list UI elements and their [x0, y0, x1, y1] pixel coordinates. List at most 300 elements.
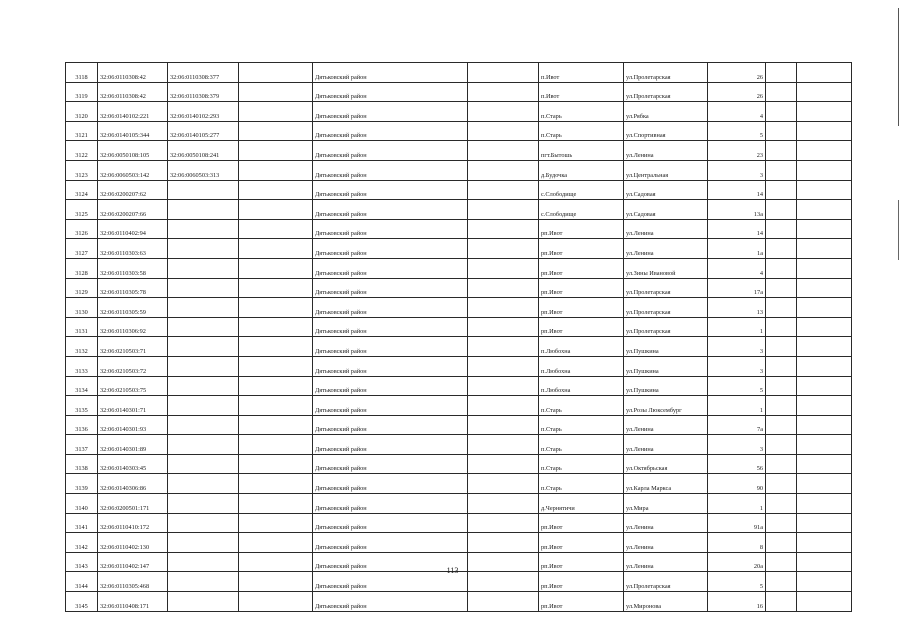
cell-empty	[468, 396, 539, 416]
cell-empty	[468, 454, 539, 474]
cell-empty	[797, 121, 852, 141]
cell-cadastral-number-2	[168, 317, 239, 337]
cell-empty	[766, 239, 797, 259]
cell-street: ул.Зины Ивановой	[624, 258, 708, 278]
cell-cadastral-number: 32:06:0110305:59	[98, 298, 168, 318]
cell-house: 7а	[708, 415, 766, 435]
cell-cadastral-number: 32:06:0140301:71	[98, 396, 168, 416]
cell-empty	[239, 513, 313, 533]
cell-district: Дятьковский район	[313, 592, 468, 612]
cell-empty	[468, 317, 539, 337]
cell-empty	[239, 258, 313, 278]
cell-cadastral-number: 32:06:0140301:93	[98, 415, 168, 435]
cell-empty	[797, 239, 852, 259]
cell-number: 3132	[66, 337, 98, 357]
cell-empty	[797, 533, 852, 553]
cell-number: 3142	[66, 533, 98, 553]
cell-empty	[239, 415, 313, 435]
cell-district: Дятьковский район	[313, 513, 468, 533]
cell-empty	[797, 513, 852, 533]
table-row	[66, 239, 852, 259]
cell-empty	[797, 160, 852, 180]
cell-cadastral-number-2: 32:06:0060503:313	[168, 160, 239, 180]
cell-empty	[468, 435, 539, 455]
cell-street: ул.Октябрьская	[624, 454, 708, 474]
cell-cadastral-number: 32:06:0200207:62	[98, 180, 168, 200]
cell-locality: рп.Ивот	[539, 572, 624, 592]
cell-district: Дятьковский район	[313, 200, 468, 220]
cell-cadastral-number: 32:06:0200501:171	[98, 494, 168, 514]
cell-empty	[239, 396, 313, 416]
table-row	[66, 63, 852, 83]
cell-number: 3136	[66, 415, 98, 435]
scan-edge-mark	[898, 8, 899, 126]
cell-empty	[468, 298, 539, 318]
cell-house: 3	[708, 337, 766, 357]
cell-street: ул.Ленина	[624, 435, 708, 455]
cell-locality: рп.Ивот	[539, 513, 624, 533]
cell-locality: п.Ивот	[539, 63, 624, 83]
cell-empty	[239, 337, 313, 357]
table-row	[66, 121, 852, 141]
cell-locality: рп.Ивот	[539, 298, 624, 318]
cell-empty	[468, 356, 539, 376]
cell-locality: рп.Ивот	[539, 239, 624, 259]
cell-cadastral-number: 32:06:0140102:221	[98, 102, 168, 122]
cell-number: 3133	[66, 356, 98, 376]
cell-empty	[797, 258, 852, 278]
cell-street: ул.Спортивная	[624, 121, 708, 141]
cell-number: 3143	[66, 552, 98, 572]
cell-empty	[239, 102, 313, 122]
cell-street: ул.Ленина	[624, 513, 708, 533]
cell-empty	[797, 298, 852, 318]
cell-district: Дятьковский район	[313, 317, 468, 337]
cell-empty	[797, 415, 852, 435]
cell-empty	[468, 415, 539, 435]
cell-number: 3129	[66, 278, 98, 298]
cell-house: 56	[708, 454, 766, 474]
cell-cadastral-number: 32:06:0110408:171	[98, 592, 168, 612]
cell-cadastral-number-2	[168, 592, 239, 612]
cell-street: ул.Пролетарская	[624, 317, 708, 337]
cell-cadastral-number-2	[168, 258, 239, 278]
cell-cadastral-number-2	[168, 278, 239, 298]
cell-empty	[797, 396, 852, 416]
cell-empty	[468, 376, 539, 396]
cell-empty	[239, 160, 313, 180]
cell-empty	[468, 219, 539, 239]
cell-locality: д.Чернятичи	[539, 494, 624, 514]
cell-empty	[239, 141, 313, 161]
cell-cadastral-number-2	[168, 494, 239, 514]
cell-house: 14	[708, 180, 766, 200]
cell-empty	[766, 513, 797, 533]
cell-locality: п.Любохна	[539, 376, 624, 396]
cell-empty	[766, 317, 797, 337]
cell-district: Дятьковский район	[313, 552, 468, 572]
cell-empty	[766, 337, 797, 357]
cell-cadastral-number: 32:06:0210503:71	[98, 337, 168, 357]
cell-empty	[797, 200, 852, 220]
cell-empty	[468, 160, 539, 180]
cell-district: Дятьковский район	[313, 160, 468, 180]
cell-empty	[797, 435, 852, 455]
cell-house: 16	[708, 592, 766, 612]
cell-cadastral-number: 32:06:0210503:75	[98, 376, 168, 396]
cell-cadastral-number: 32:06:0140303:45	[98, 454, 168, 474]
cell-street: ул.Миронова	[624, 592, 708, 612]
cell-number: 3125	[66, 200, 98, 220]
cell-cadastral-number-2	[168, 337, 239, 357]
cell-locality: рп.Ивот	[539, 533, 624, 553]
cell-cadastral-number: 32:06:0110402:94	[98, 219, 168, 239]
cell-locality: рп.Ивот	[539, 278, 624, 298]
cell-cadastral-number: 32:06:0210503:72	[98, 356, 168, 376]
cell-locality: рп.Ивот	[539, 317, 624, 337]
cell-empty	[797, 474, 852, 494]
cell-cadastral-number: 32:06:0110402:130	[98, 533, 168, 553]
table-row	[66, 494, 852, 514]
cell-empty	[239, 121, 313, 141]
cell-house: 90	[708, 474, 766, 494]
cell-empty	[797, 356, 852, 376]
cell-street: ул.Ленина	[624, 415, 708, 435]
cell-number: 3122	[66, 141, 98, 161]
cell-empty	[797, 180, 852, 200]
table-row	[66, 474, 852, 494]
cell-locality: п.Старь	[539, 435, 624, 455]
cell-cadastral-number-2	[168, 219, 239, 239]
cell-empty	[468, 200, 539, 220]
cell-house: 5	[708, 121, 766, 141]
cell-street: ул.Пушкина	[624, 356, 708, 376]
cell-empty	[766, 592, 797, 612]
cell-district: Дятьковский район	[313, 63, 468, 83]
cell-empty	[239, 200, 313, 220]
table-row	[66, 200, 852, 220]
cell-street: ул.Розы Люксембург	[624, 396, 708, 416]
cell-number: 3134	[66, 376, 98, 396]
cell-house: 1	[708, 317, 766, 337]
cell-cadastral-number: 32:06:0140105:344	[98, 121, 168, 141]
cell-district: Дятьковский район	[313, 141, 468, 161]
table-row	[66, 454, 852, 474]
cell-cadastral-number: 32:06:0110305:78	[98, 278, 168, 298]
cell-number: 3138	[66, 454, 98, 474]
cell-empty	[239, 180, 313, 200]
table-row	[66, 141, 852, 161]
cell-number: 3127	[66, 239, 98, 259]
cell-locality: п.Старь	[539, 121, 624, 141]
table-row	[66, 337, 852, 357]
cell-district: Дятьковский район	[313, 121, 468, 141]
cell-cadastral-number-2	[168, 298, 239, 318]
table-row	[66, 513, 852, 533]
cell-locality: п.Старь	[539, 454, 624, 474]
cell-locality: рп.Ивот	[539, 258, 624, 278]
cell-number: 3126	[66, 219, 98, 239]
cell-street: ул.Садовая	[624, 200, 708, 220]
cell-locality: п.Старь	[539, 415, 624, 435]
cell-number: 3131	[66, 317, 98, 337]
cell-cadastral-number-2	[168, 454, 239, 474]
cell-empty	[766, 435, 797, 455]
cell-house: 8	[708, 533, 766, 553]
cell-number: 3128	[66, 258, 98, 278]
cell-empty	[468, 258, 539, 278]
cell-cadastral-number: 32:06:0140306:86	[98, 474, 168, 494]
cell-number: 3144	[66, 572, 98, 592]
cell-empty	[239, 63, 313, 83]
cell-empty	[239, 317, 313, 337]
cell-house: 13	[708, 298, 766, 318]
table-row	[66, 258, 852, 278]
cell-cadastral-number-2	[168, 376, 239, 396]
cell-street: ул.Ленина	[624, 552, 708, 572]
table-row	[66, 415, 852, 435]
cell-empty	[468, 337, 539, 357]
cell-empty	[239, 454, 313, 474]
table-row	[66, 376, 852, 396]
cell-street: ул.Пушкина	[624, 376, 708, 396]
cell-cadastral-number-2	[168, 239, 239, 259]
table-row	[66, 317, 852, 337]
cell-locality: с.Слободище	[539, 200, 624, 220]
cell-cadastral-number-2	[168, 200, 239, 220]
cell-cadastral-number-2	[168, 513, 239, 533]
table-row	[66, 396, 852, 416]
cell-house: 13а	[708, 200, 766, 220]
cell-number: 3139	[66, 474, 98, 494]
cell-cadastral-number-2	[168, 435, 239, 455]
cell-empty	[797, 219, 852, 239]
cell-number: 3123	[66, 160, 98, 180]
cell-cadastral-number-2: 32:06:0050108:241	[168, 141, 239, 161]
cell-empty	[468, 121, 539, 141]
cell-district: Дятьковский район	[313, 454, 468, 474]
cell-empty	[468, 141, 539, 161]
cell-locality: пгт.Бытошь	[539, 141, 624, 161]
cell-empty	[239, 278, 313, 298]
cell-empty	[239, 376, 313, 396]
cell-empty	[766, 415, 797, 435]
cell-cadastral-number-2	[168, 396, 239, 416]
cell-empty	[766, 533, 797, 553]
cell-cadastral-number: 32:06:0110305:468	[98, 572, 168, 592]
cell-district: Дятьковский район	[313, 356, 468, 376]
table-row	[66, 592, 852, 612]
cell-house: 20а	[708, 552, 766, 572]
cell-empty	[239, 474, 313, 494]
cell-empty	[468, 533, 539, 553]
cell-house: 3	[708, 356, 766, 376]
table-row	[66, 533, 852, 553]
cell-empty	[766, 219, 797, 239]
cell-street: ул.Садовая	[624, 180, 708, 200]
cell-cadastral-number-2: 32:06:0110308:377	[168, 63, 239, 83]
cell-cadastral-number: 32:06:0110402:147	[98, 552, 168, 572]
cell-locality: рп.Ивот	[539, 592, 624, 612]
cell-district: Дятьковский район	[313, 337, 468, 357]
cell-empty	[766, 356, 797, 376]
cell-empty	[766, 494, 797, 514]
cell-number: 3120	[66, 102, 98, 122]
cell-cadastral-number: 32:06:0110308:42	[98, 63, 168, 83]
cell-street: ул.Ленина	[624, 533, 708, 553]
cell-street: ул.Пролетарская	[624, 278, 708, 298]
cell-empty	[239, 239, 313, 259]
cell-empty	[766, 82, 797, 102]
cell-house: 4	[708, 258, 766, 278]
cell-empty	[797, 376, 852, 396]
table-row	[66, 82, 852, 102]
cell-house: 26	[708, 82, 766, 102]
cell-house: 1а	[708, 239, 766, 259]
cell-empty	[766, 160, 797, 180]
cell-cadastral-number: 32:06:0110303:63	[98, 239, 168, 259]
cell-street: ул.Центральная	[624, 160, 708, 180]
cell-cadastral-number: 32:06:0110410:172	[98, 513, 168, 533]
cell-district: Дятьковский район	[313, 494, 468, 514]
cell-empty	[766, 121, 797, 141]
cell-cadastral-number: 32:06:0060503:142	[98, 160, 168, 180]
cell-empty	[468, 592, 539, 612]
cell-house: 3	[708, 435, 766, 455]
table-row	[66, 278, 852, 298]
cell-number: 3145	[66, 592, 98, 612]
cell-number: 3140	[66, 494, 98, 514]
cell-street: ул.Пролетарская	[624, 298, 708, 318]
cell-empty	[766, 258, 797, 278]
cell-district: Дятьковский район	[313, 180, 468, 200]
registry-body	[66, 63, 852, 612]
cell-empty	[797, 317, 852, 337]
cell-empty	[766, 102, 797, 122]
cell-district: Дятьковский район	[313, 415, 468, 435]
cell-empty	[766, 141, 797, 161]
cell-district: Дятьковский район	[313, 102, 468, 122]
cell-empty	[468, 278, 539, 298]
cell-empty	[468, 63, 539, 83]
table-row	[66, 180, 852, 200]
cell-street: ул.Пушкина	[624, 337, 708, 357]
cell-locality: рп.Ивот	[539, 219, 624, 239]
cell-number: 3137	[66, 435, 98, 455]
cell-empty	[468, 239, 539, 259]
table-row	[66, 219, 852, 239]
cell-district: Дятьковский район	[313, 239, 468, 259]
cell-empty	[239, 533, 313, 553]
cell-number: 3118	[66, 63, 98, 83]
cell-district: Дятьковский район	[313, 376, 468, 396]
cell-empty	[239, 592, 313, 612]
cell-cadastral-number-2: 32:06:0140102:293	[168, 102, 239, 122]
cell-house: 5	[708, 376, 766, 396]
cell-cadastral-number: 32:06:0110303:58	[98, 258, 168, 278]
cell-cadastral-number-2	[168, 180, 239, 200]
cell-empty	[797, 592, 852, 612]
cell-empty	[766, 200, 797, 220]
cell-locality: рп.Ивот	[539, 552, 624, 572]
cell-house: 23	[708, 141, 766, 161]
cell-locality: п.Любохна	[539, 337, 624, 357]
cell-empty	[239, 82, 313, 102]
table-row	[66, 435, 852, 455]
cell-cadastral-number: 32:06:0200207:66	[98, 200, 168, 220]
cell-locality: п.Любохна	[539, 356, 624, 376]
cell-locality: п.Старь	[539, 474, 624, 494]
cell-empty	[468, 180, 539, 200]
cell-empty	[797, 494, 852, 514]
cell-empty	[468, 102, 539, 122]
cell-cadastral-number-2: 32:06:0140105:277	[168, 121, 239, 141]
cell-cadastral-number: 32:06:0050108:105	[98, 141, 168, 161]
cell-number: 3141	[66, 513, 98, 533]
cell-empty	[766, 454, 797, 474]
table-row	[66, 356, 852, 376]
cell-locality: п.Ивот	[539, 82, 624, 102]
cell-district: Дятьковский район	[313, 474, 468, 494]
table-row	[66, 298, 852, 318]
cell-empty	[239, 356, 313, 376]
cell-house: 1	[708, 494, 766, 514]
cell-empty	[239, 494, 313, 514]
cell-empty	[239, 298, 313, 318]
cell-empty	[766, 396, 797, 416]
cell-house: 14	[708, 219, 766, 239]
cell-number: 3124	[66, 180, 98, 200]
registry-table	[65, 62, 852, 612]
cell-district: Дятьковский район	[313, 278, 468, 298]
cell-empty	[766, 474, 797, 494]
cell-number: 3121	[66, 121, 98, 141]
cell-locality: п.Старь	[539, 102, 624, 122]
cell-house: 5	[708, 572, 766, 592]
cell-empty	[468, 82, 539, 102]
cell-district: Дятьковский район	[313, 82, 468, 102]
cell-cadastral-number-2	[168, 415, 239, 435]
cell-street: ул.Мира	[624, 494, 708, 514]
cell-cadastral-number: 32:06:0140301:89	[98, 435, 168, 455]
table-row	[66, 160, 852, 180]
cell-house: 3	[708, 160, 766, 180]
cell-district: Дятьковский район	[313, 435, 468, 455]
scan-edge-mark	[898, 200, 899, 260]
cell-empty	[239, 219, 313, 239]
cell-street: ул.Пролетарская	[624, 572, 708, 592]
cell-house: 1	[708, 396, 766, 416]
cell-empty	[797, 278, 852, 298]
cell-cadastral-number: 32:06:0110306:92	[98, 317, 168, 337]
cell-district: Дятьковский район	[313, 258, 468, 278]
cell-locality: п.Старь	[539, 396, 624, 416]
cell-street: ул.Карла Маркса	[624, 474, 708, 494]
cell-house: 17а	[708, 278, 766, 298]
cell-street: ул.Пролетарская	[624, 82, 708, 102]
table-row	[66, 102, 852, 122]
cell-empty	[766, 63, 797, 83]
cell-district: Дятьковский район	[313, 298, 468, 318]
cell-cadastral-number: 32:06:0110308:42	[98, 82, 168, 102]
cell-street: ул.Ленина	[624, 239, 708, 259]
cell-empty	[468, 513, 539, 533]
cell-house: 4	[708, 102, 766, 122]
cell-district: Дятьковский район	[313, 572, 468, 592]
cell-empty	[797, 141, 852, 161]
cell-cadastral-number-2	[168, 356, 239, 376]
cell-district: Дятьковский район	[313, 396, 468, 416]
